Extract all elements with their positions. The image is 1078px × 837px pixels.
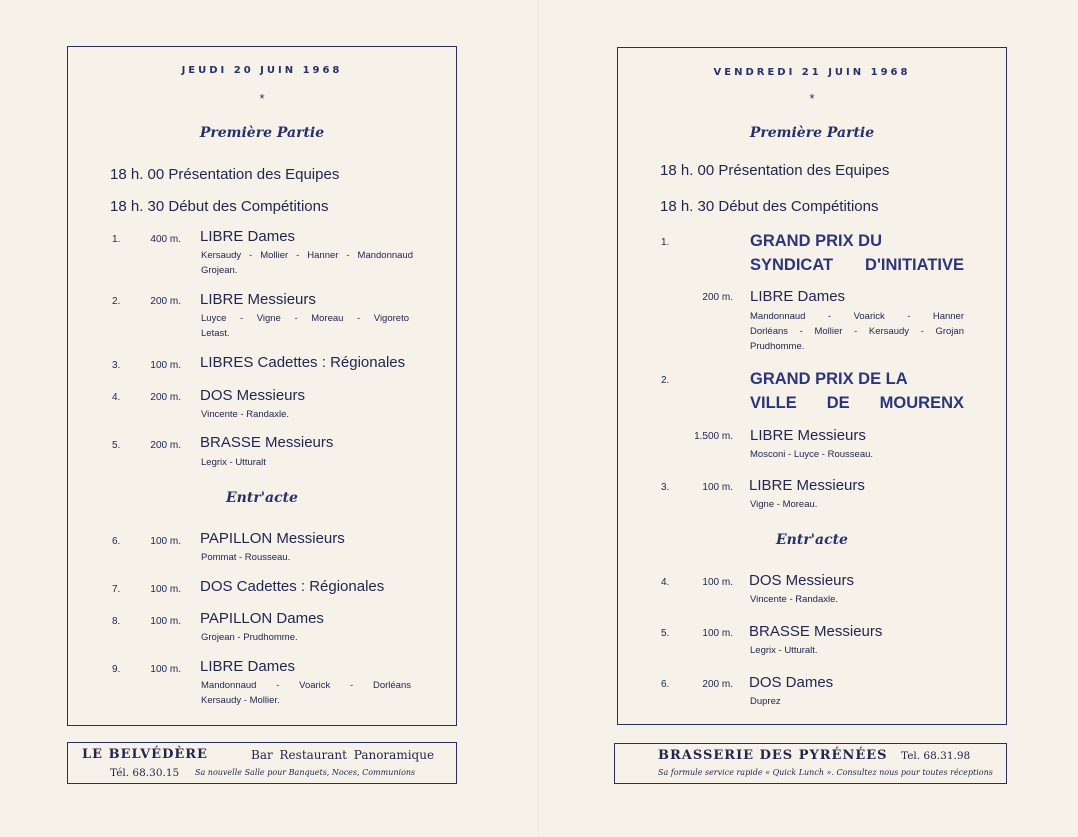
- event-style: LIBRE Messieurs: [749, 477, 865, 494]
- event-swimmers: Kersaudy - Mollier.: [201, 695, 280, 706]
- event-swimmers: Vincente - Randaxle.: [750, 594, 839, 605]
- event-swimmers: Grojean.: [201, 265, 238, 276]
- star-ornament-icon: *: [259, 91, 265, 106]
- schedule-line: 18 h. 00 Présentation des Equipes: [110, 166, 340, 183]
- schedule-line: 18 h. 00 Présentation des Equipes: [660, 162, 890, 179]
- event-swimmers: Grojean - Prudhomme.: [201, 632, 298, 643]
- entracte-heading: Entr'acte: [226, 490, 298, 506]
- ad-phone: Tel. 68.31.98: [901, 750, 971, 762]
- grand-prix-title: VILLE DE MOURENX: [750, 394, 964, 412]
- date-heading: JEUDI 20 JUIN 1968: [181, 65, 343, 76]
- event-style: PAPILLON Dames: [200, 610, 324, 627]
- event-style: BRASSE Messieurs: [200, 434, 334, 451]
- event-swimmers: Letast.: [201, 328, 230, 339]
- event-distance: 200 m.: [150, 440, 181, 451]
- event-swimmers: Vigne - Moreau.: [750, 499, 818, 510]
- event-number: 9.: [112, 664, 121, 675]
- ad-tagline: Sa formule service rapide « Quick Lunch ». Consultez nous pour toutes réceptions: [658, 768, 993, 777]
- event-number: 1.: [661, 237, 670, 248]
- event-swimmers: Mandonnaud - Voarick - Hanner: [750, 311, 964, 322]
- event-swimmers: Legrix - Utturalt.: [750, 645, 818, 656]
- grand-prix-title: GRAND PRIX DE LA: [750, 370, 908, 388]
- ad-phone: Tél. 68.30.15: [110, 767, 180, 779]
- grand-prix-title: SYNDICAT D'INITIATIVE: [750, 256, 964, 274]
- program-panel-friday: [617, 47, 1007, 725]
- ad-business-name: LE BELVÉDÈRE: [82, 747, 208, 762]
- event-number: 3.: [661, 482, 670, 493]
- event-style: LIBRES Cadettes : Régionales: [200, 354, 406, 371]
- schedule-line: 18 h. 30 Début des Compétitions: [110, 198, 329, 215]
- event-distance: 400 m.: [150, 234, 181, 245]
- event-distance: 100 m.: [150, 360, 181, 371]
- event-distance: 200 m.: [150, 296, 181, 307]
- event-swimmers: Kersaudy - Mollier - Hanner - Mandonnaud: [201, 250, 413, 261]
- event-number: 6.: [112, 536, 121, 547]
- event-style: DOS Messieurs: [200, 387, 306, 404]
- event-number: 2.: [661, 375, 670, 386]
- event-style: DOS Dames: [749, 674, 834, 691]
- event-distance: 100 m.: [150, 664, 181, 675]
- event-distance: 100 m.: [702, 628, 733, 639]
- event-style: LIBRE Messieurs: [200, 291, 316, 308]
- event-style: DOS Cadettes : Régionales: [200, 578, 385, 595]
- event-style: PAPILLON Messieurs: [200, 530, 345, 547]
- ad-tagline: Sa nouvelle Salle pour Banquets, Noces, Communions: [195, 768, 416, 777]
- ad-subtitle: Bar Restaurant Panoramique: [251, 748, 435, 762]
- event-number: 2.: [112, 296, 121, 307]
- event-style: BRASSE Messieurs: [749, 623, 883, 640]
- program-panel-thursday: [67, 46, 457, 726]
- event-number: 7.: [112, 584, 121, 595]
- event-style: LIBRE Dames: [200, 228, 296, 245]
- event-swimmers: Vincente - Randaxle.: [201, 409, 290, 420]
- advertisement-brasserie: [614, 743, 1007, 784]
- event-distance: 100 m.: [702, 482, 733, 493]
- event-swimmers: Luyce - Vigne - Moreau - Vigoreto: [201, 313, 409, 324]
- event-style: LIBRE Messieurs: [750, 427, 866, 444]
- event-swimmers: Mosconi - Luyce - Rousseau.: [750, 449, 874, 460]
- event-style: LIBRE Dames: [750, 288, 846, 305]
- part-title: Première Partie: [749, 125, 875, 141]
- ad-business-name: BRASSERIE DES PYRÉNÉES: [658, 748, 888, 763]
- page-fold: [538, 0, 540, 837]
- date-heading: VENDREDI 21 JUIN 1968: [713, 67, 911, 78]
- event-distance: 100 m.: [702, 577, 733, 588]
- event-number: 3.: [112, 360, 121, 371]
- event-distance: 200 m.: [150, 392, 181, 403]
- event-swimmers: Pommat - Rousseau.: [201, 552, 291, 563]
- event-swimmers: Dorléans - Mollier - Kersaudy - Grojan: [750, 326, 964, 337]
- event-swimmers: Legrix - Utturalt: [201, 457, 266, 468]
- event-number: 5.: [661, 628, 670, 639]
- part-title: Première Partie: [199, 125, 325, 141]
- event-distance: 100 m.: [150, 584, 181, 595]
- event-number: 8.: [112, 616, 121, 627]
- event-distance: 1.500 m.: [694, 431, 733, 442]
- schedule-line: 18 h. 30 Début des Compétitions: [660, 198, 879, 215]
- event-swimmers: Duprez: [750, 696, 781, 707]
- event-style: LIBRE Dames: [200, 658, 296, 675]
- event-number: 5.: [112, 440, 121, 451]
- event-number: 6.: [661, 679, 670, 690]
- star-ornament-icon: *: [809, 91, 815, 106]
- event-distance: 200 m.: [702, 679, 733, 690]
- event-number: 4.: [661, 577, 670, 588]
- event-style: DOS Messieurs: [749, 572, 855, 589]
- grand-prix-title: GRAND PRIX DU: [750, 232, 883, 250]
- event-distance: 100 m.: [150, 536, 181, 547]
- event-number: 4.: [112, 392, 121, 403]
- event-swimmers: Mandonnaud - Voarick - Dorléans: [201, 680, 411, 691]
- advertisement-belvedere: [67, 742, 457, 784]
- event-swimmers: Prudhomme.: [750, 341, 805, 352]
- event-distance: 100 m.: [150, 616, 181, 627]
- entracte-heading: Entr'acte: [776, 532, 848, 548]
- event-distance: 200 m.: [702, 292, 733, 303]
- event-number: 1.: [112, 234, 121, 245]
